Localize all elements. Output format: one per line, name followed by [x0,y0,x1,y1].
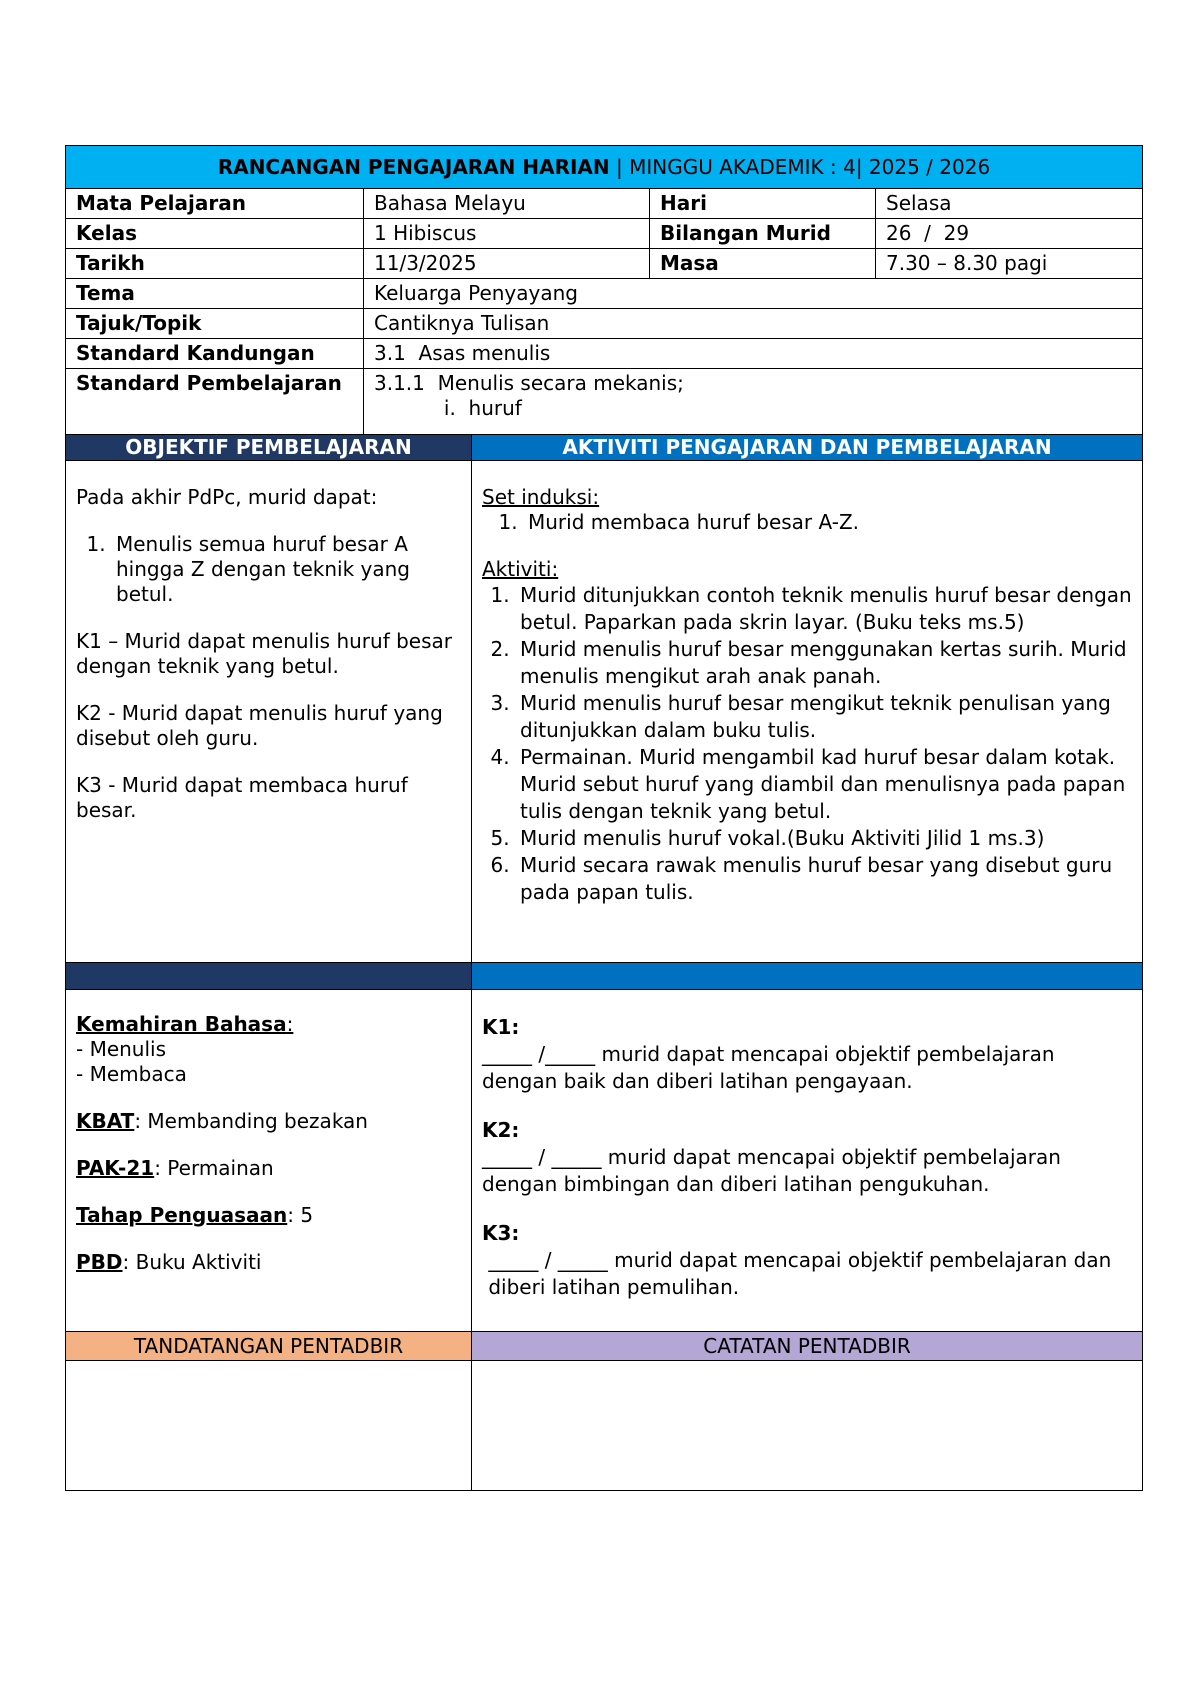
list-item: 2. Murid menulis huruf besar menggunakan kertas surih. Murid menulis mengikut arah anak panah. [516,636,1132,690]
list-item: 5. Murid menulis huruf vokal.(Buku Aktiviti Jilid 1 ms.3) [516,825,1132,852]
kelas-label: Kelas [66,219,364,249]
sk-value: 3.1 Asas menulis [364,339,1143,369]
footer-content-row [66,1361,1143,1491]
pbd-value: : Buku Aktiviti [122,1250,262,1274]
list-item: 6. Murid secara rawak menulis huruf besar yang disebut guru pada papan tulis. [516,852,1132,906]
set-induksi-label: Set induksi: [482,485,600,509]
aktiviti-list [482,582,1132,906]
sp-value-line-1: 3.1.1 Menulis secara mekanis; [374,371,684,395]
tajuk-value: Cantiknya Tulisan [364,309,1143,339]
catatan-title: CATATAN PENTADBIR [472,1332,1143,1361]
row-tajuk [66,309,1143,339]
divider-blue [472,963,1143,990]
aktiviti-title: AKTIVITI PENGAJARAN DAN PEMBELAJARAN [472,435,1143,461]
row-standard-kandungan [66,339,1143,369]
kemahiran-item-1: - Menulis [76,1037,167,1061]
masa-label: Masa [650,249,876,279]
tandatangan-title: TANDATANGAN PENTADBIR [66,1332,472,1361]
title-bold: RANCANGAN PENGAJARAN HARIAN [217,154,610,179]
tajuk-label: Tajuk/Topik [66,309,364,339]
mata-pelajaran-value: Bahasa Melayu [364,189,650,219]
title-rest: | MINGGU AKADEMIK : 4| 2025 / 2026 [609,154,991,179]
tema-label: Tema [66,279,364,309]
objektif-title: OBJEKTIF PEMBELAJARAN [66,435,472,461]
kemahiran-item-2: - Membaca [76,1062,187,1086]
section-title-row [66,435,1143,461]
sk-label: Standard Kandungan [66,339,364,369]
tarikh-value: 11/3/2025 [364,249,650,279]
list-item: 1. Menulis semua huruf besar A hingga Z dengan teknik yang betul. [112,532,461,607]
hari-label: Hari [650,189,876,219]
bilangan-label: Bilangan Murid [650,219,876,249]
kbat-value: : Membanding bezakan [134,1109,368,1133]
objektif-k1: K1 – Murid dapat menulis huruf besar dengan teknik yang betul. [76,629,452,678]
content-row [66,461,1143,963]
aktiviti-cell [472,461,1143,963]
k3-label: K3: [482,1221,520,1245]
hari-value: Selasa [876,189,1143,219]
row-tarikh [66,249,1143,279]
lower-row [66,990,1143,1332]
k1-text-a: murid dapat mencapai objektif pembelajaran [595,1042,1055,1066]
mata-pelajaran-label: Mata Pelajaran [66,189,364,219]
objektif-cell [66,461,472,963]
k1-blank: _____ /_____ [482,1042,596,1066]
tarikh-label: Tarikh [66,249,364,279]
kemahiran-label: Kemahiran Bahasa [76,1012,287,1036]
lower-right-cell [472,990,1143,1332]
pak-label: PAK-21 [76,1156,155,1180]
sp-label: Standard Pembelajaran [66,369,364,435]
list-item: 4. Permainan. Murid mengambil kad huruf besar dalam kotak. Murid sebut huruf yang diambil dan menulisnya pada papan tulis dengan teknik yang betul. [516,744,1132,825]
tandatangan-box[interactable] [66,1361,472,1491]
objektif-k3: K3 - Murid dapat membaca huruf besar. [76,773,408,822]
tahap-value: : 5 [287,1203,314,1227]
k2-text-b: dengan bimbingan dan diberi latihan pengukuhan. [482,1172,990,1196]
objektif-intro: Pada akhir PdPc, murid dapat: [76,485,378,509]
footer-title-row [66,1332,1143,1361]
lesson-plan-table [65,145,1143,1491]
pak-value: : Permainan [154,1156,274,1180]
k3-blank: _____ / _____ [482,1248,608,1272]
list-item: 3. Murid menulis huruf besar mengikut teknik penulisan yang ditunjukkan dalam buku tulis. [516,690,1132,744]
lower-left-cell [66,990,472,1332]
k1-label: K1: [482,1015,520,1039]
masa-value: 7.30 – 8.30 pagi [876,249,1143,279]
row-standard-pembelajaran [66,369,1143,435]
set-induksi-list [482,510,1132,535]
pbd-label: PBD [76,1250,123,1274]
kbat-label: KBAT [76,1109,135,1133]
objektif-list [76,532,461,607]
bilangan-value: 26 / 29 [876,219,1143,249]
k3-text-a: murid dapat mencapai objektif pembelajaran dan [607,1248,1112,1272]
k1-text-b: dengan baik dan diberi latihan pengayaan. [482,1069,913,1093]
k3-text-b: diberi latihan pemulihan. [482,1275,740,1299]
divider-row [66,963,1143,990]
tahap-label: Tahap Penguasaan [76,1203,288,1227]
list-item: 1. Murid ditunjukkan contoh teknik menulis huruf besar dengan betul. Paparkan pada skrin layar. (Buku teks ms.5) [516,582,1132,636]
list-item: 1. Murid membaca huruf besar A-Z. [524,510,1132,535]
row-kelas [66,219,1143,249]
header-row [66,146,1143,189]
catatan-box[interactable] [472,1361,1143,1491]
tema-value: Keluarga Penyayang [364,279,1143,309]
k2-text-a: murid dapat mencapai objektif pembelajaran [601,1145,1061,1169]
k2-blank: _____ / _____ [482,1145,602,1169]
divider-dark [66,963,472,990]
row-tema [66,279,1143,309]
sp-value [364,369,1143,435]
sp-value-line-2: i. huruf [374,396,522,420]
kelas-value: 1 Hibiscus [364,219,650,249]
kemahiran-colon: : [286,1012,294,1036]
page-title [66,146,1143,189]
objektif-k2: K2 - Murid dapat menulis huruf yang disebut oleh guru. [76,701,443,750]
row-mata-pelajaran [66,189,1143,219]
aktiviti-label: Aktiviti: [482,557,559,581]
k2-label: K2: [482,1118,520,1142]
